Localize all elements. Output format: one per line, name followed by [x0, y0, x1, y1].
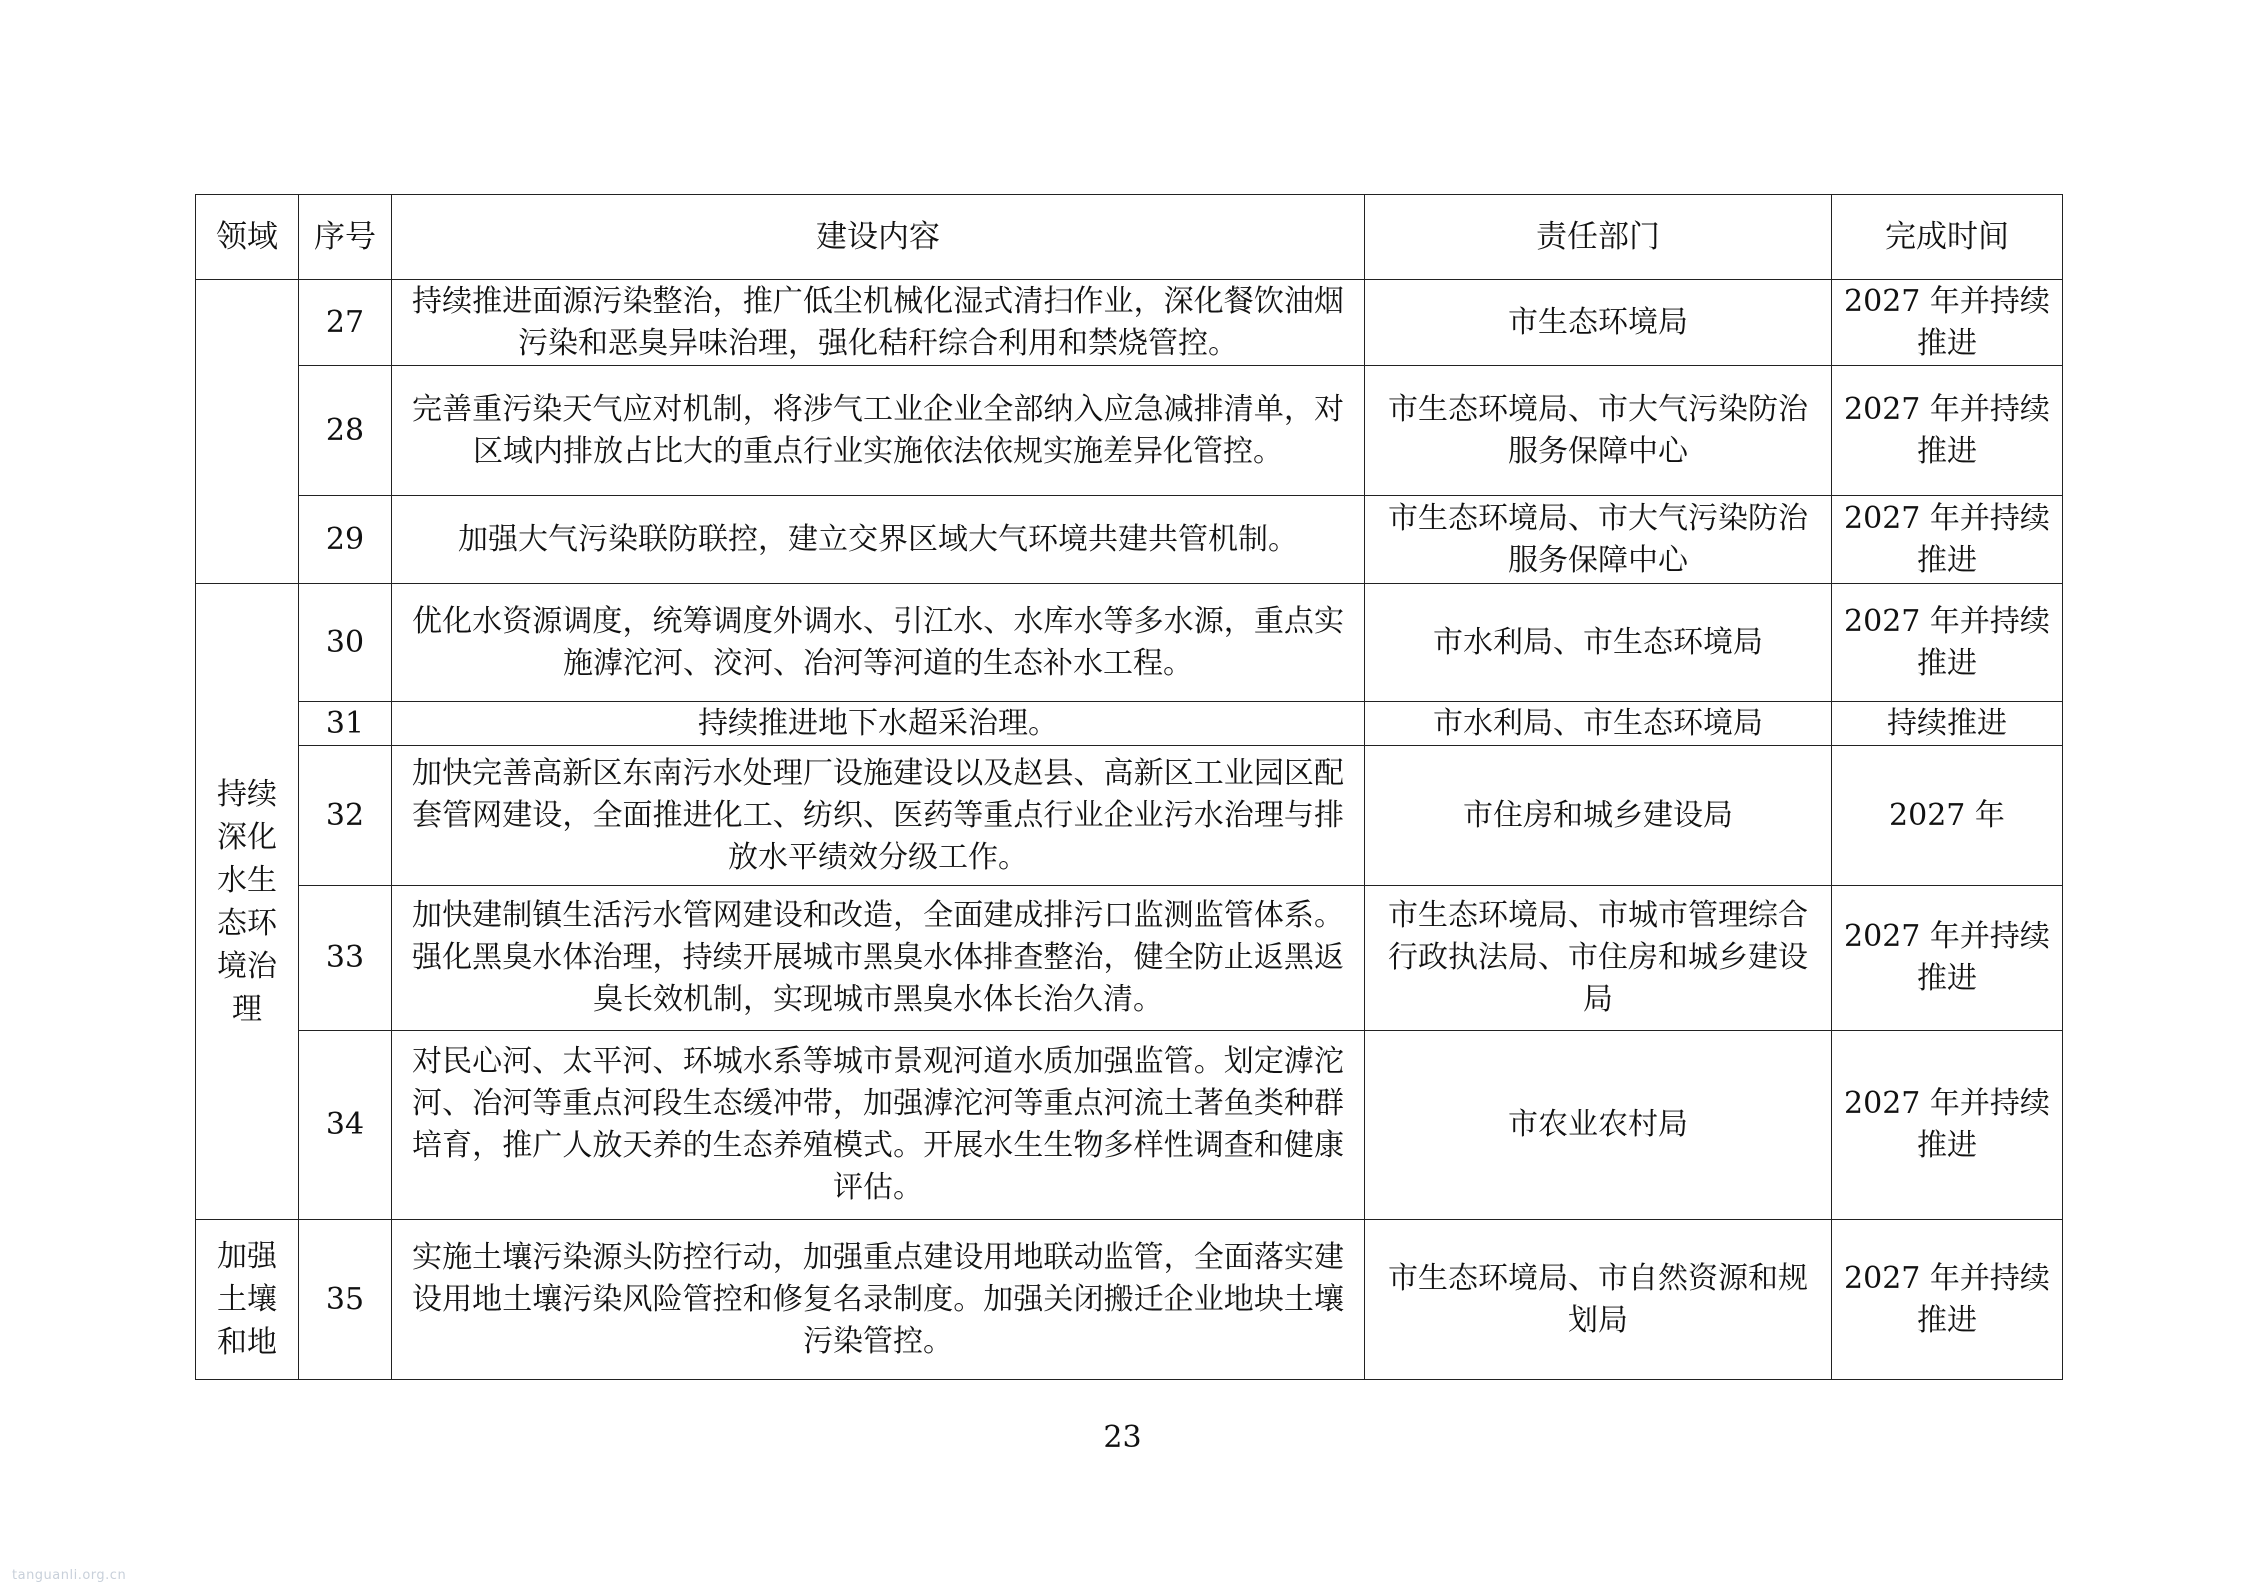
- seq-cell: 34: [299, 1031, 392, 1220]
- time-cell: 2027 年并持续推进: [1832, 1031, 2063, 1220]
- watermark: tanguanli.org.cn: [12, 1568, 127, 1583]
- table-row: [196, 1220, 2063, 1380]
- time-cell: 2027 年并持续推进: [1832, 584, 2063, 702]
- dept-cell: 市生态环境局、市自然资源和规划局: [1365, 1220, 1832, 1380]
- seq-cell: 35: [299, 1220, 392, 1380]
- seq-cell: 27: [299, 280, 392, 366]
- content-cell: 完善重污染天气应对机制，将涉气工业企业全部纳入应急减排清单，对区域内排放占比大的重点行业实施依法依规实施差异化管控。: [392, 366, 1365, 496]
- time-cell: 持续推进: [1832, 702, 2063, 746]
- table-row: [196, 886, 2063, 1031]
- dept-cell: 市农业农村局: [1365, 1031, 1832, 1220]
- seq-cell: 29: [299, 496, 392, 584]
- seq-cell: 33: [299, 886, 392, 1031]
- header-dept: 责任部门: [1365, 195, 1832, 280]
- time-cell: 2027 年并持续推进: [1832, 886, 2063, 1031]
- dept-cell: 市水利局、市生态环境局: [1365, 584, 1832, 702]
- seq-cell: 31: [299, 702, 392, 746]
- content-table: [195, 194, 2063, 1380]
- time-cell: 2027 年并持续推进: [1832, 280, 2063, 366]
- content-cell: 优化水资源调度，统筹调度外调水、引江水、水库水等多水源，重点实施滹沱河、洨河、冶河等河道的生态补水工程。: [392, 584, 1365, 702]
- field-cell: [196, 280, 299, 584]
- header-time: 完成时间: [1832, 195, 2063, 280]
- dept-cell: 市生态环境局: [1365, 280, 1832, 366]
- time-cell: 2027 年: [1832, 746, 2063, 886]
- content-cell: 加强大气污染联防联控，建立交界区域大气环境共建共管机制。: [392, 496, 1365, 584]
- table-row: [196, 1031, 2063, 1220]
- header-field: 领域: [196, 195, 299, 280]
- page-number: 23: [1103, 1420, 1142, 1455]
- table-row: [196, 366, 2063, 496]
- content-cell: 持续推进面源污染整治，推广低尘机械化湿式清扫作业，深化餐饮油烟污染和恶臭异味治理，强化秸秆综合利用和禁烧管控。: [392, 280, 1365, 366]
- content-cell: 加快完善高新区东南污水处理厂设施建设以及赵县、高新区工业园区配套管网建设，全面推进化工、纺织、医药等重点行业企业污水治理与排放水平绩效分级工作。: [392, 746, 1365, 886]
- time-cell: 2027 年并持续推进: [1832, 1220, 2063, 1380]
- content-cell: 对民心河、太平河、环城水系等城市景观河道水质加强监管。划定滹沱河、冶河等重点河段生态缓冲带，加强滹沱河等重点河流土著鱼类种群培育，推广人放天养的生态养殖模式。开展水生生物多样性调查和健康评估。: [392, 1031, 1365, 1220]
- table-row: [196, 702, 2063, 746]
- header-content: 建设内容: [392, 195, 1365, 280]
- header-seq: 序号: [299, 195, 392, 280]
- content-cell: 持续推进地下水超采治理。: [392, 702, 1365, 746]
- dept-cell: 市生态环境局、市大气污染防治服务保障中心: [1365, 366, 1832, 496]
- table-row: [196, 584, 2063, 702]
- field-cell: 加强土壤和地: [196, 1220, 299, 1380]
- dept-cell: 市生态环境局、市城市管理综合行政执法局、市住房和城乡建设局: [1365, 886, 1832, 1031]
- table-row: [196, 496, 2063, 584]
- table-row: [196, 746, 2063, 886]
- seq-cell: 28: [299, 366, 392, 496]
- seq-cell: 30: [299, 584, 392, 702]
- seq-cell: 32: [299, 746, 392, 886]
- time-cell: 2027 年并持续推进: [1832, 366, 2063, 496]
- dept-cell: 市水利局、市生态环境局: [1365, 702, 1832, 746]
- dept-cell: 市住房和城乡建设局: [1365, 746, 1832, 886]
- content-cell: 加快建制镇生活污水管网建设和改造，全面建成排污口监测监管体系。强化黑臭水体治理，持续开展城市黑臭水体排查整治，健全防止返黑返臭长效机制，实现城市黑臭水体长治久清。: [392, 886, 1365, 1031]
- table-row: [196, 280, 2063, 366]
- content-cell: 实施土壤污染源头防控行动，加强重点建设用地联动监管，全面落实建设用地土壤污染风险管控和修复名录制度。加强关闭搬迁企业地块土壤污染管控。: [392, 1220, 1365, 1380]
- header-row: [196, 195, 2063, 280]
- time-cell: 2027 年并持续推进: [1832, 496, 2063, 584]
- field-cell: 持续深化水生态环境治理: [196, 584, 299, 1220]
- dept-cell: 市生态环境局、市大气污染防治服务保障中心: [1365, 496, 1832, 584]
